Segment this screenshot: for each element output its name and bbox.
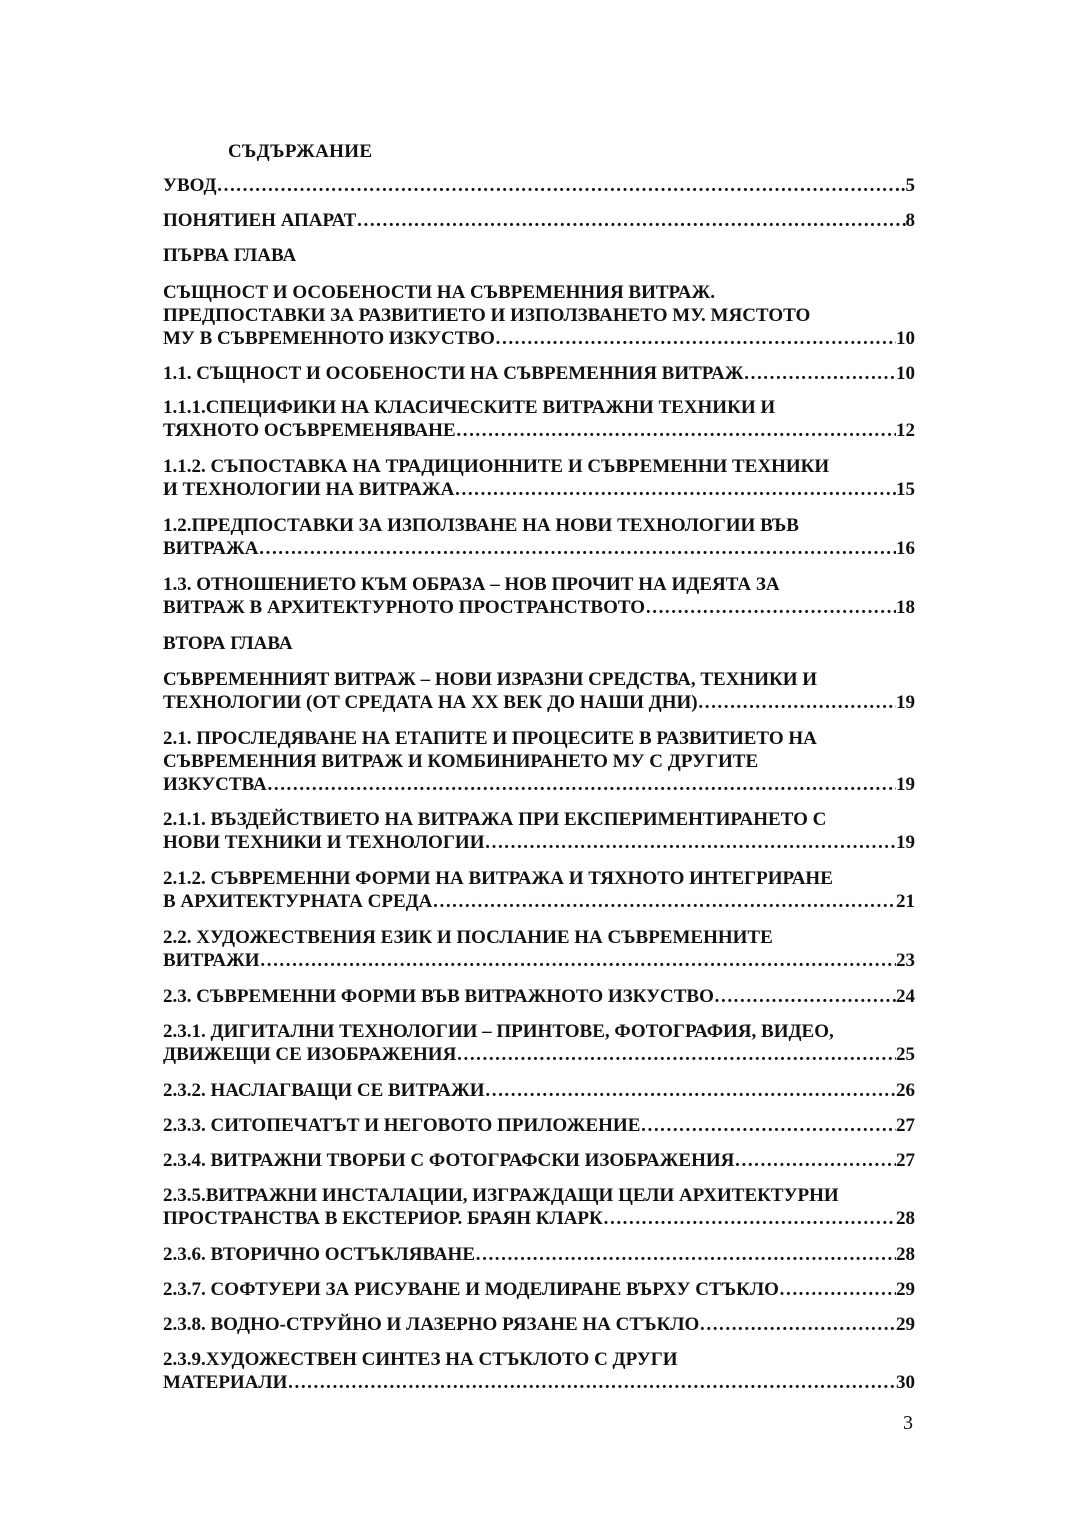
- toc-entry: [163, 1114, 915, 1137]
- dot-leader: [484, 831, 896, 854]
- dot-leader: [485, 1079, 896, 1102]
- toc-entry: [163, 396, 915, 442]
- toc-page-number: 18: [896, 597, 915, 618]
- toc-entry-text: 2.3.6. ВТОРИЧНО ОСТЪКЛЯВАНЕ: [163, 1244, 476, 1265]
- toc-entry-text: 2.2. ХУДОЖЕСТВЕНИЯ ЕЗИК И ПОСЛАНИЕ НА СЪВРЕМЕННИТЕ: [163, 927, 773, 948]
- dot-leader: [217, 174, 901, 197]
- toc-page-number: 29: [896, 1279, 915, 1300]
- toc-entry: [163, 727, 915, 796]
- toc-page-number: 24: [896, 986, 915, 1007]
- dot-leader: [743, 362, 896, 385]
- toc-entry: [163, 632, 915, 655]
- toc-entry-text: СЪВРЕМЕННИЯТ ВИТРАЖ – НОВИ ИЗРАЗНИ СРЕДСТВА, ТЕХНИКИ И: [163, 669, 818, 690]
- toc-entry-text: 1.1.1.СПЕЦИФИКИ НА КЛАСИЧЕСКИТЕ ВИТРАЖНИ ТЕХНИКИ И: [163, 397, 776, 418]
- toc-entry-text: 2.3.5.ВИТРАЖНИ ИНСТАЛАЦИИ, ИЗГРАЖДАЩИ ЦЕЛИ АРХИТЕКТУРНИ: [163, 1185, 839, 1206]
- toc-entry-text: НОВИ ТЕХНИКИ И ТЕХНОЛОГИИ: [163, 832, 485, 853]
- toc-entry: [163, 1348, 915, 1394]
- dot-leader: [603, 1207, 896, 1230]
- toc-entry-text: СЪВРЕМЕННИЯ ВИТРАЖ И КОМБИНИРАНЕТО МУ С ДРУГИТЕ: [163, 751, 759, 772]
- toc-entry: [163, 1149, 915, 1172]
- toc-entry-text: 2.3.8. ВОДНО-СТРУЙНО И ЛАЗЕРНО РЯЗАНЕ НА СТЪКЛО: [163, 1314, 700, 1335]
- toc-entry: [163, 985, 915, 1008]
- toc-entry-text: ПОНЯТИЕН АПАРАТ: [163, 210, 357, 231]
- toc-entry-text: ТЕХНОЛОГИИ (ОТ СРЕДАТА НА ХХ ВЕК ДО НАШИ ДНИ): [163, 692, 698, 713]
- dot-leader: [356, 209, 905, 232]
- toc-entry-text: 1.2.ПРЕДПОСТАВКИ ЗА ИЗПОЛЗВАНЕ НА НОВИ ТЕХНОЛОГИИ ВЪВ: [163, 515, 799, 536]
- toc-entry: [163, 209, 915, 232]
- dot-leader: [456, 419, 896, 442]
- toc-entry-text: ТЯХНОТО ОСЪВРЕМЕНЯВАНЕ: [163, 420, 456, 441]
- dot-leader: [260, 949, 896, 972]
- page-number: 3: [903, 1412, 913, 1434]
- toc-page-number: 23: [896, 950, 915, 971]
- toc-page-number: 28: [896, 1244, 915, 1265]
- toc-entry-text: 2.1. ПРОСЛЕДЯВАНЕ НА ЕТАПИТЕ И ПРОЦЕСИТЕ В РАЗВИТИЕТО НА: [163, 728, 817, 749]
- toc-page-number: 25: [896, 1044, 915, 1065]
- toc-entry: [163, 1079, 915, 1102]
- toc-page-number: 19: [896, 832, 915, 853]
- toc-entry: [163, 1020, 915, 1066]
- toc-entry-text: 2.3.3. СИТОПЕЧАТЪТ И НЕГОВОТО ПРИЛОЖЕНИЕ: [163, 1115, 641, 1136]
- toc-entry: [163, 362, 915, 385]
- dot-leader: [699, 1313, 896, 1336]
- toc-entry: [163, 1313, 915, 1336]
- toc-entry: [163, 1243, 915, 1266]
- toc-entry-text: 2.3.9.ХУДОЖЕСТВЕН СИНТЕЗ НА СТЪКЛОТО С ДРУГИ: [163, 1349, 678, 1370]
- dot-leader: [640, 1114, 896, 1137]
- toc-page-number: 29: [896, 1314, 915, 1335]
- toc-entry-text: 2.1.2. СЪВРЕМЕННИ ФОРМИ НА ВИТРАЖА И ТЯХНОТО ИНТЕГРИРАНЕ: [163, 868, 833, 889]
- toc-entry-text: 1.3. ОТНОШЕНИЕТО КЪМ ОБРАЗА – НОВ ПРОЧИТ НА ИДЕЯТА ЗА: [163, 574, 780, 595]
- toc-page-number: .5: [900, 175, 915, 196]
- dot-leader: [698, 691, 896, 714]
- toc-entry-text: ВИТРАЖ В АРХИТЕКТУРНОТО ПРОСТРАНСТВОТО: [163, 597, 646, 618]
- toc-entry-text: СЪЩНОСТ И ОСОБЕНОСТИ НА СЪВРЕМЕННИЯ ВИТРАЖ.: [163, 282, 715, 303]
- toc-entry: [163, 926, 915, 972]
- toc-page-number: 16: [896, 538, 915, 559]
- toc-entry: [163, 514, 915, 560]
- toc-entry-text: 2.3.4. ВИТРАЖНИ ТВОРБИ С ФОТОГРАФСКИ ИЗОБРАЖЕНИЯ: [163, 1150, 735, 1171]
- toc-page-number: 19: [896, 774, 915, 795]
- toc-entry-text: УВОД: [163, 175, 217, 196]
- toc-entry-text: ВИТРАЖИ: [163, 950, 260, 971]
- toc-entry: [163, 668, 915, 714]
- dot-leader: [645, 596, 896, 619]
- toc-page-number: 12: [896, 420, 915, 441]
- toc-entry-text: 1.1. СЪЩНОСТ И ОСОБЕНОСТИ НА СЪВРЕМЕННИЯ ВИТРАЖ: [163, 363, 744, 384]
- toc-entry-text: 2.3.7. СОФТУЕРИ ЗА РИСУВАНЕ И МОДЕЛИРАНЕ ВЪРХУ СТЪКЛО: [163, 1279, 779, 1300]
- dot-leader: [456, 1043, 896, 1066]
- toc-page-number: 21: [896, 891, 915, 912]
- page-title: СЪДЪРЖАНИЕ: [228, 141, 373, 162]
- toc-page-number: 27: [896, 1150, 915, 1171]
- toc-entry: [163, 867, 915, 913]
- dot-leader: [475, 1243, 896, 1266]
- toc-page-number: 15: [896, 479, 915, 500]
- dot-leader: [454, 478, 896, 501]
- dot-leader: [259, 537, 896, 560]
- toc-entry-text: И ТЕХНОЛОГИИ НА ВИТРАЖА: [163, 479, 455, 500]
- toc-entry: [163, 573, 915, 619]
- toc-entry-text: МУ В СЪВРЕМЕННОТО ИЗКУСТВО: [163, 328, 495, 349]
- toc-entry-text: ВТОРА ГЛАВА: [163, 633, 293, 654]
- toc-page-number: 27: [896, 1115, 915, 1136]
- toc-entry: [163, 174, 915, 197]
- toc-entry-text: ДВИЖЕЩИ СЕ ИЗОБРАЖЕНИЯ: [163, 1044, 457, 1065]
- toc-page-number: 8: [905, 210, 915, 231]
- toc-entry-text: 2.1.1. ВЪЗДЕЙСТВИЕТО НА ВИТРАЖА ПРИ ЕКСПЕРИМЕНТИРАНЕТО С: [163, 809, 827, 830]
- toc-page-number: 26: [896, 1080, 915, 1101]
- dot-leader: [432, 890, 896, 913]
- dot-leader: [495, 327, 896, 350]
- toc-entry: [163, 281, 915, 350]
- toc-entry-text: ИЗКУСТВА: [163, 774, 267, 795]
- toc-entry-text: ПЪРВА ГЛАВА: [163, 245, 297, 266]
- toc-entry: [163, 244, 915, 267]
- toc-entry-text: ВИТРАЖА: [163, 538, 259, 559]
- dot-leader: [267, 773, 896, 796]
- toc-entry-text: 2.3.2. НАСЛАГВАЩИ СЕ ВИТРАЖИ: [163, 1080, 485, 1101]
- toc-page-number: 10: [896, 328, 915, 349]
- dot-leader: [714, 985, 896, 1008]
- toc-entry-text: 2.3.1. ДИГИТАЛНИ ТЕХНОЛОГИИ – ПРИНТОВЕ, ФОТОГРАФИЯ, ВИДЕО,: [163, 1021, 834, 1042]
- dot-leader: [734, 1149, 896, 1172]
- dot-leader: [779, 1278, 896, 1301]
- toc-page-number: 10: [896, 363, 915, 384]
- dot-leader: [287, 1371, 896, 1394]
- toc-entry: [163, 1278, 915, 1301]
- toc-page-number: 19: [896, 692, 915, 713]
- toc-page-number: 28: [896, 1208, 915, 1229]
- toc-entry-text: 2.3. СЪВРЕМЕННИ ФОРМИ ВЪВ ВИТРАЖНОТО ИЗКУСТВО: [163, 986, 714, 1007]
- toc-entry: [163, 455, 915, 501]
- toc-entry-text: ПРЕДПОСТАВКИ ЗА РАЗВИТИЕТО И ИЗПОЛЗВАНЕТО МУ. МЯСТОТО: [163, 305, 811, 326]
- toc-entry: [163, 808, 915, 854]
- toc-page-number: 30: [896, 1372, 915, 1393]
- toc-entry-text: В АРХИТЕКТУРНАТА СРЕДА: [163, 891, 433, 912]
- toc-entry-text: ПРОСТРАНСТВА В ЕКСТЕРИОР. БРАЯН КЛАРК: [163, 1208, 603, 1229]
- toc-entry-text: МАТЕРИАЛИ: [163, 1372, 288, 1393]
- toc-entry-text: 1.1.2. СЪПОСТАВКА НА ТРАДИЦИОННИТЕ И СЪВРЕМЕННИ ТЕХНИКИ: [163, 456, 830, 477]
- toc-entry: [163, 1184, 915, 1230]
